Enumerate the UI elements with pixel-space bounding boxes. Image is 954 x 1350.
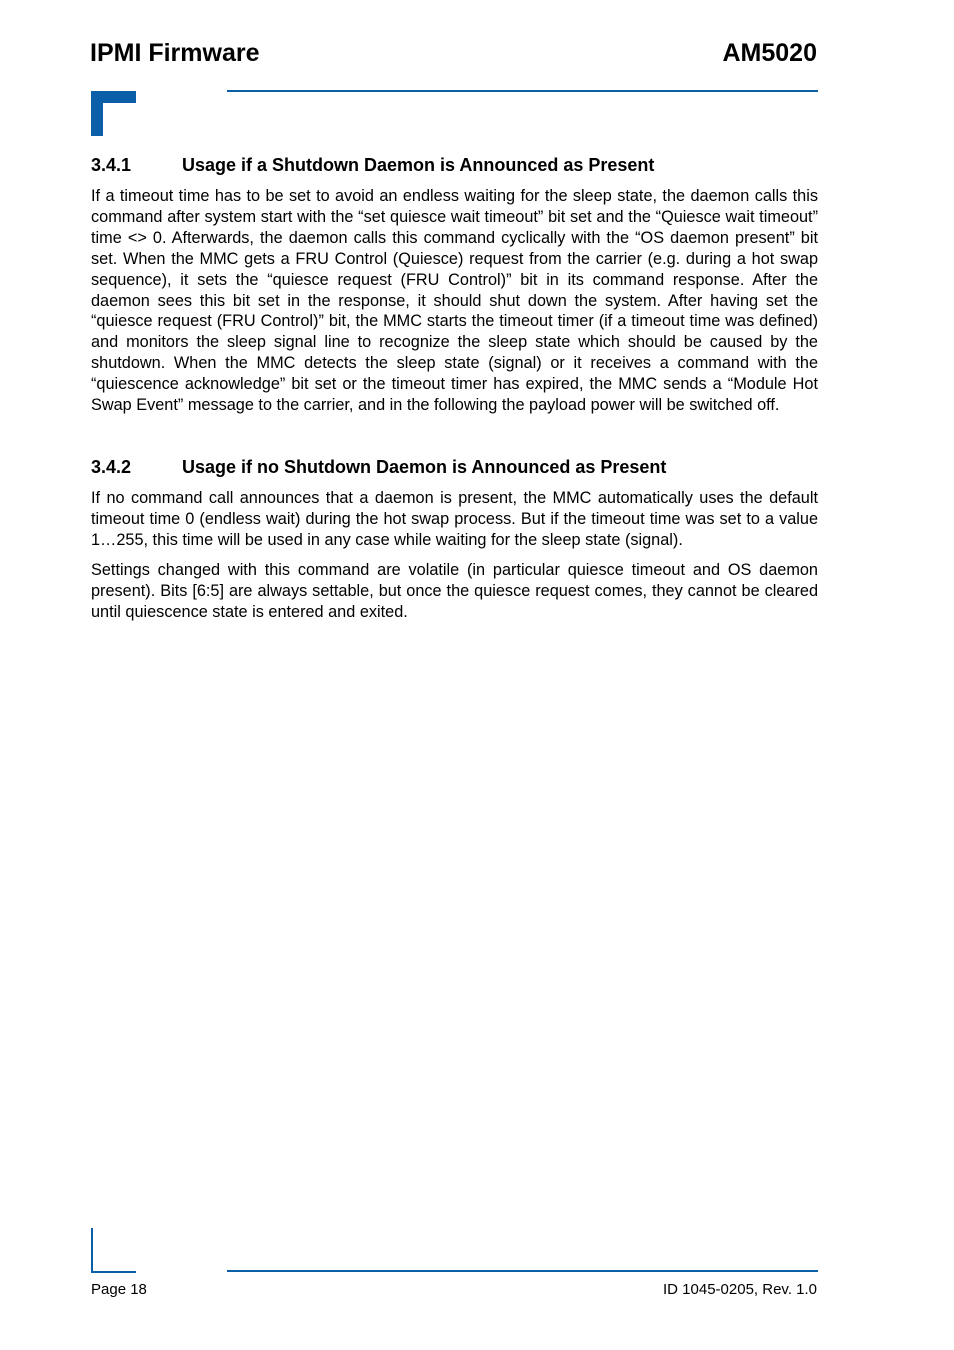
section-heading-3-4-1 [91,154,654,176]
corner-bar-vertical [91,1228,93,1273]
page-number: Page 18 [91,1281,147,1298]
document-id: ID 1045-0205, Rev. 1.0 [663,1281,817,1298]
top-corner-mark [91,91,136,136]
section-3-4-1-paragraph: If a timeout time has to be set to avoid an endless waiting for the sleep state, the daemon calls this command after system start with the “set quiesce wait timeout” bit set and the “Quiesce wait timeout” time <> 0. Afterwards, the daemon calls this command cyclically with the “OS daemon present” bit set. When the MMC gets a FRU Control (Quiesce) request from the carrier (e.g. during a hot swap sequence), it sets the “quiesce request (FRU Control)” bit in its command response. After the daemon sees this bit set in the response, it should shut down the system. After having set the “quiesce request (FRU Control)” bit, the MMC starts the timeout timer (if a timeout time was defined) and monitors the sleep signal line to recognize the sleep state which should be caused by the shutdown. When the MMC detects the sleep state (signal) or it receives a command with the “quiescence acknowledge” bit set or the timeout timer has expired, the MMC sends a “Module Hot Swap Event” message to the carrier, and in the following the payload power will be switched off. [91,187,818,415]
document-title: IPMI Firmware [90,39,260,67]
section-heading-3-4-2 [91,456,666,478]
bottom-corner-mark [91,1228,136,1273]
corner-bar-vertical [91,91,103,136]
product-name: AM5020 [722,39,817,67]
section-title: Usage if no Shutdown Daemon is Announced as Present [182,457,667,477]
section-3-4-2-paragraph-2: Settings changed with this command are volatile (in particular quiesce timeout and OS daemon present). Bits [6:5] are always settable, but once the quiesce request comes, they cannot be cleared until quiescence state is entered and exited. [91,561,818,621]
corner-bar-horizontal [91,1271,136,1273]
section-number: 3.4.1 [91,155,132,175]
header-rule [227,90,818,92]
section-title: Usage if a Shutdown Daemon is Announced as Present [182,155,655,175]
footer-rule [227,1270,818,1272]
section-3-4-2-paragraph-1: If no command call announces that a daemon is present, the MMC automatically uses the default timeout time 0 (endless wait) during the hot swap process. But if the timeout time was set to a value 1…255, this time will be used in any case while waiting for the sleep state (signal). [91,489,818,549]
section-number: 3.4.2 [91,457,132,477]
